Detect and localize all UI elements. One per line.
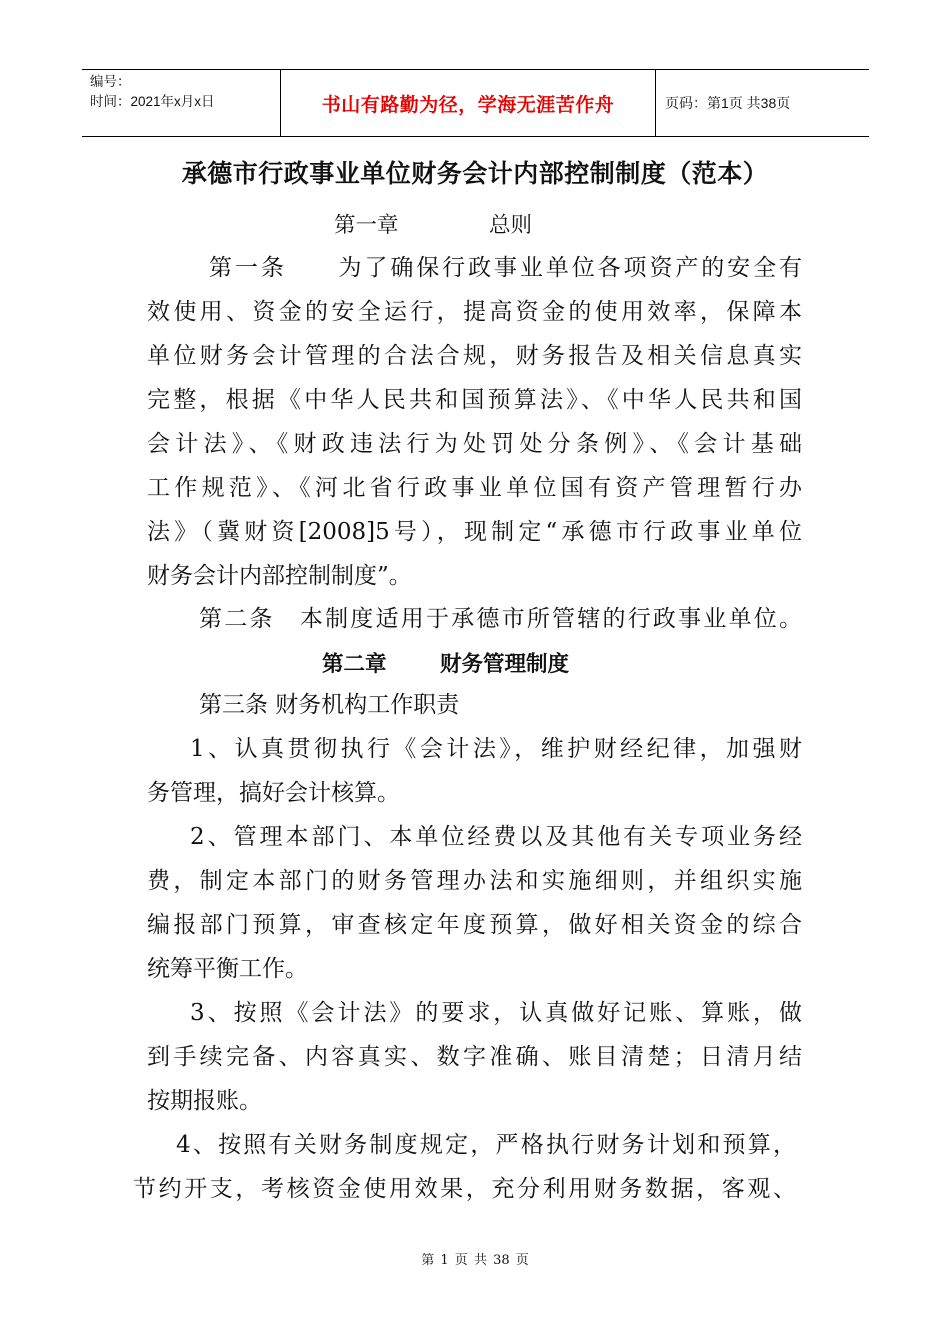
header-left-cell (82, 70, 281, 136)
item3-line: 按期报账。 (147, 1088, 262, 1114)
item3-line: 到手续完备、内容真实、数字准确、账目清楚；日清月结 (147, 1044, 802, 1070)
article1-line: 法》（冀财资[2008]5号），现制定“承德市行政事业单位 (147, 519, 802, 545)
item2-line: 2、管理本部门、本单位经费以及其他有关专项业务经 (190, 824, 802, 850)
footer-ye: 页 (454, 1253, 468, 1268)
time-label: 时间：2021年x月x日 (90, 94, 215, 109)
footer-ye: 页 (515, 1253, 529, 1268)
header-table (82, 69, 869, 137)
article1-line: 会计法》、《财政违法行为处罚处分条例》、《会计基础 (147, 431, 802, 457)
article1-line: 第一条 为了确保行政事业单位各项资产的安全有 (209, 255, 802, 281)
item1-line: 务管理，搞好会计核算。 (147, 780, 400, 806)
chapter1-name: 总则 (489, 213, 533, 238)
article1-line: 工作规范》、《河北省行政事业单位国有资产管理暂行办 (147, 475, 802, 501)
article3: 第三条 财务机构工作职责 (199, 692, 460, 718)
article2: 第二条 本制度适用于承德市所管辖的行政事业单位。 (199, 606, 802, 632)
item3-line: 3、按照《会计法》的要求，认真做好记账、算账，做 (190, 1000, 802, 1026)
item2-line: 统筹平衡工作。 (147, 956, 308, 982)
article1-line: 效使用、资金的安全运行，提高资金的使用效率，保障本 (147, 299, 802, 325)
motto: 书山有路勤为径，学海无涯苦作舟 (281, 70, 656, 136)
footer-total-pages: 38 (493, 1253, 510, 1268)
item4-line: 4、按照有关财务制度规定，严格执行财务计划和预算， (176, 1132, 796, 1158)
chapter2-number: 第二章 (322, 652, 387, 677)
item4-line: 节约开支，考核资金使用效果，充分利用财务数据，客观、 (133, 1176, 796, 1202)
article1-line: 单位财务会计管理的合法合规，财务报告及相关信息真实 (147, 343, 802, 369)
footer-gong: 共 (473, 1253, 487, 1268)
number-label: 编号： (90, 74, 131, 89)
chapter2-name: 财务管理制度 (440, 652, 570, 677)
document-title: 承德市行政事业单位财务会计内部控制制度（范本） (181, 159, 769, 188)
page-info: 页码：第1页 共38页 (665, 95, 791, 111)
item2-line: 编报部门预算，审查核定年度预算，做好相关资金的综合 (147, 912, 802, 938)
article1-line: 财务会计内部控制制度”。 (147, 563, 412, 589)
item1-line: 1、认真贯彻执行《会计法》，维护财经纪律，加强财 (190, 736, 802, 762)
item2-line: 费，制定本部门的财务管理办法和实施细则，并组织实施 (147, 868, 802, 894)
page-footer (0, 1249, 950, 1268)
article1-line: 完整，根据《中华人民共和国预算法》、《中华人民共和国 (147, 387, 802, 413)
chapter1-number: 第一章 (334, 213, 399, 238)
footer-page-number: 1 (440, 1253, 449, 1268)
footer-di: 第 (421, 1253, 435, 1268)
